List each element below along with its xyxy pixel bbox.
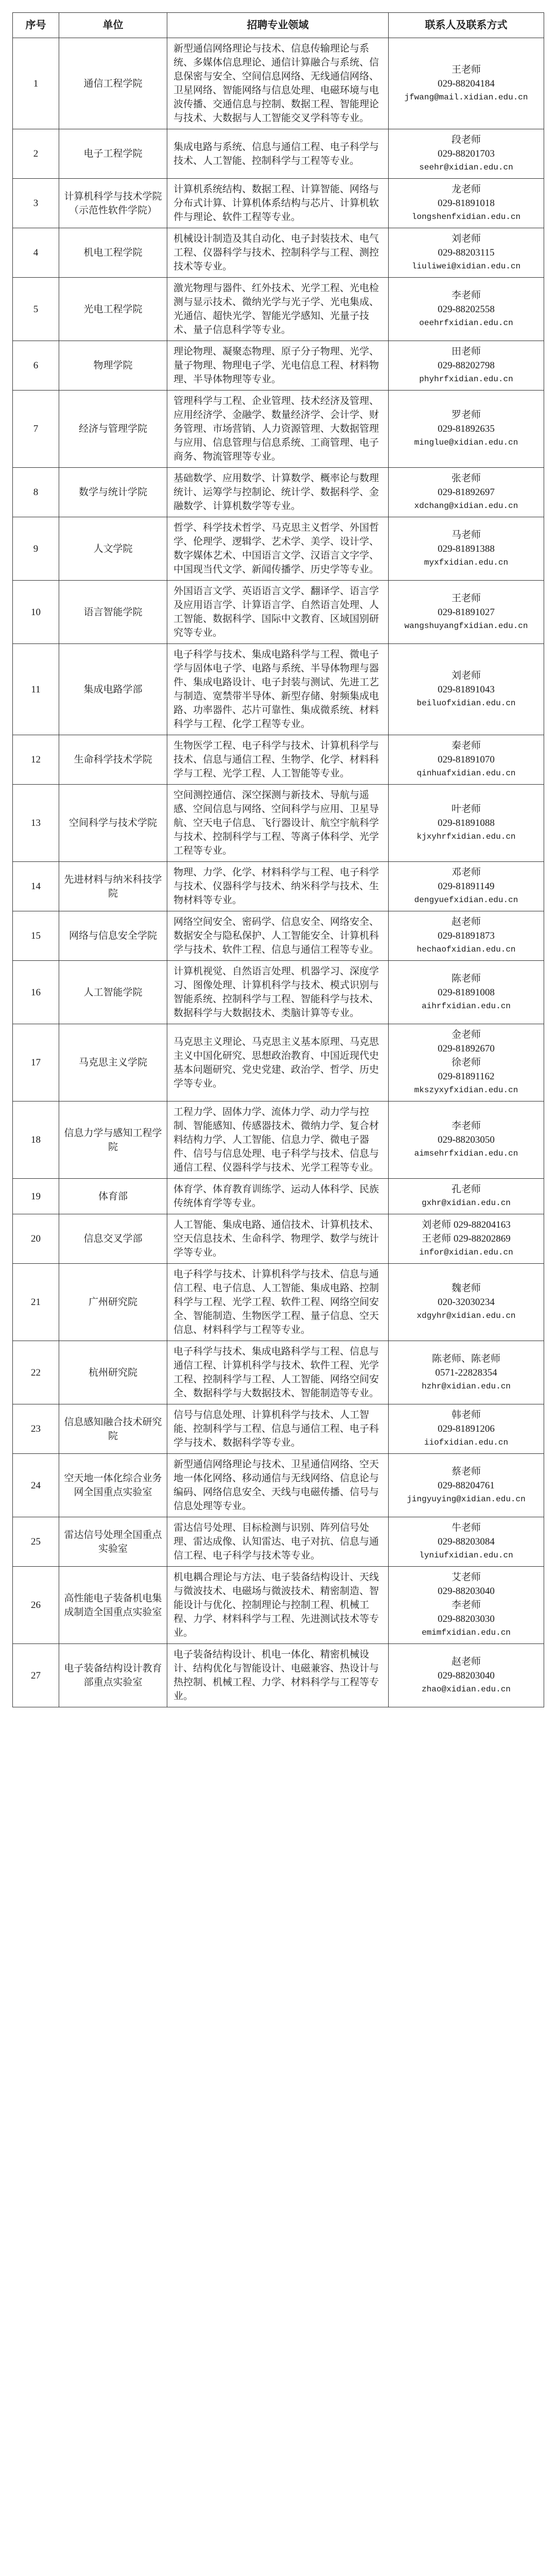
contact-info: 029-81891070 <box>438 754 495 765</box>
recruitment-field-cell: 电子科学与技术、计算机科学与技术、信息与通信工程、电子信息、人工智能、集成电路、控制科学与工程、光学工程、软件工程、网络空间安全、智能制造、生物医学工程、量子信息、空天信息、材料科学与工程等专业。 <box>167 1264 389 1341</box>
contact-info: 蔡老师 <box>451 1466 481 1477</box>
contact-info: 孔老师 <box>451 1184 481 1195</box>
recruitment-field-cell: 计算机系统结构、数据工程、计算智能、网络与分布式计算、计算机体系结构与芯片、计算机软件与理论、软件工程等专业。 <box>167 179 389 228</box>
contact-email[interactable]: seehr@xidian.edu.cn <box>419 163 513 172</box>
unit-name: 信息交叉学部 <box>83 1233 143 1244</box>
contact-info: 王老师 <box>451 592 481 604</box>
contact-cell <box>389 228 544 278</box>
unit-cell <box>59 735 167 785</box>
unit-name: 网络与信息安全学院 <box>68 930 157 941</box>
contact-info: 029-81891149 <box>438 881 495 892</box>
recruitment-field-cell: 基础数学、应用数学、计算数学、概率论与数理统计、运筹学与控制论、统计学、数据科学、金融数学、计算机数学等专业。 <box>167 468 389 517</box>
contact-info: 029-88204184 <box>438 78 495 89</box>
unit-name: 杭州研究院 <box>88 1367 137 1378</box>
recruitment-field-cell: 机械设计制造及其自动化、电子封装技术、电气工程、仪器科学与技术、控制科学与工程、测控技术等专业。 <box>167 228 389 278</box>
contact-email[interactable]: xdchang@xidian.edu.cn <box>414 501 518 511</box>
contact-info: 龙老师 <box>451 184 481 195</box>
unit-cell <box>59 1101 167 1179</box>
row-number: 21 <box>13 1264 59 1341</box>
row-number: 2 <box>13 129 59 179</box>
contact-email[interactable]: phyhrfxidian.edu.cn <box>419 375 513 384</box>
row-number: 26 <box>13 1567 59 1644</box>
table-row <box>13 1101 544 1179</box>
row-number: 17 <box>13 1024 59 1101</box>
table-row <box>13 1454 544 1517</box>
unit-cell <box>59 1567 167 1644</box>
unit-cell <box>59 1264 167 1341</box>
table-row <box>13 1644 544 1707</box>
table-row <box>13 38 544 129</box>
contact-email[interactable]: beiluofxidian.edu.cn <box>416 698 516 708</box>
contact-email[interactable]: kjxyhrfxidian.edu.cn <box>416 832 516 841</box>
contact-info: 029-88203040 <box>438 1670 495 1681</box>
contact-cell <box>389 1024 544 1101</box>
recruitment-field-cell: 外国语言文学、英语语言文学、翻译学、语言学及应用语言学、计算语言学、自然语言处理、人工智能、数据科学、国际中文教育、区域国别研究等专业。 <box>167 581 389 644</box>
recruitment-table <box>12 12 544 1707</box>
contact-info: 罗老师 <box>451 410 481 420</box>
unit-name: 先进材料与纳米科技学院 <box>64 874 162 899</box>
contact-info: 刘老师 <box>451 233 481 244</box>
row-number: 9 <box>13 517 59 581</box>
recruitment-field-cell: 激光物理与器件、红外技术、光学工程、光电检测与显示技术、微纳光学与光子学、光电集成、光通信、超快光学、智能光学感知、光量子技术、量子信息科学等专业。 <box>167 278 389 341</box>
row-number: 15 <box>13 911 59 961</box>
unit-name: 电子装备结构设计教育部重点实验室 <box>64 1663 162 1688</box>
unit-cell <box>59 581 167 644</box>
contact-email[interactable]: aihrfxidian.edu.cn <box>422 1001 511 1011</box>
unit-cell <box>59 1179 167 1214</box>
table-row <box>13 517 544 581</box>
recruitment-field-cell: 新型通信网络理论与技术、卫星通信网络、空天地一体化网络、移动通信与无线网络、信息论与编码、网络信息安全、天线与电磁传播、信号与信息处理等专业。 <box>167 1454 389 1517</box>
unit-cell <box>59 1404 167 1454</box>
contact-email[interactable]: oeehrfxidian.edu.cn <box>419 318 513 328</box>
contact-info: 牛老师 <box>451 1522 481 1533</box>
contact-cell <box>389 581 544 644</box>
contact-info: 029-81891873 <box>438 930 495 941</box>
row-number: 6 <box>13 341 59 391</box>
contact-cell <box>389 517 544 581</box>
unit-cell <box>59 1644 167 1707</box>
contact-email[interactable]: jfwang@mail.xidian.edu.cn <box>404 92 528 102</box>
recruitment-field-cell: 空间测控通信、深空探测与新技术、导航与遥感、空间信息与网络、空间科学与应用、卫星导航、空天电子信息、飞行器设计、航空宇航科学与技术、控制科学与工程、等离子体科学、光学工程等专业。 <box>167 785 389 862</box>
contact-info: 叶老师 <box>451 804 481 815</box>
contact-info: 029-81891088 <box>438 818 495 828</box>
table-row <box>13 735 544 785</box>
recruitment-field-cell: 体育学、体育教育训练学、运动人体科学、民族传统体育学等专业。 <box>167 1179 389 1214</box>
unit-cell <box>59 341 167 391</box>
contact-cell <box>389 735 544 785</box>
row-number: 23 <box>13 1404 59 1454</box>
contact-cell <box>389 1101 544 1179</box>
unit-cell <box>59 179 167 228</box>
contact-info: 029-81891008 <box>438 987 495 998</box>
contact-email[interactable]: gxhr@xidian.edu.cn <box>422 1198 511 1208</box>
table-row <box>13 581 544 644</box>
contact-info: 029-81892697 <box>438 487 495 498</box>
unit-name: （示范性软件学院） <box>68 205 157 216</box>
unit-cell <box>59 785 167 862</box>
recruitment-field-cell: 马克思主义理论、马克思主义基本原理、马克思主义中国化研究、思想政治教育、中国近现代史基本问题研究、党史党建、政治学、哲学、历史学等专业。 <box>167 1024 389 1101</box>
unit-name: 光电工程学院 <box>83 303 143 315</box>
unit-cell <box>59 228 167 278</box>
contact-cell <box>389 1179 544 1214</box>
unit-cell <box>59 517 167 581</box>
unit-name: 体育部 <box>98 1191 128 1202</box>
contact-info: 邓老师 <box>451 867 481 878</box>
contact-email[interactable]: iiofxidian.edu.cn <box>424 1438 509 1447</box>
contact-cell <box>389 911 544 961</box>
contact-info: 赵老师 <box>451 1656 481 1667</box>
row-number: 7 <box>13 391 59 468</box>
row-number: 24 <box>13 1454 59 1517</box>
table-row <box>13 1179 544 1214</box>
unit-name: 计算机科学与技术学院 <box>64 191 162 202</box>
contact-email[interactable]: minglue@xidian.edu.cn <box>414 438 518 447</box>
contact-email[interactable]: wangshuyangfxidian.edu.cn <box>404 621 528 631</box>
contact-info: 029-88202558 <box>438 303 495 315</box>
recruitment-field-cell: 新型通信网络理论与技术、信息传输理论与系统、多媒体信息理论、通信计算融合与系统、信息保密与安全、空间信息网络、无线通信网络、卫星网络、智能网络与信息处理、电磁环境与电波传播、交通信息与控制、数据工程、智能理论与技术、大数据与人工智能交叉学科等专业。 <box>167 38 389 129</box>
unit-cell <box>59 468 167 517</box>
table-row <box>13 1024 544 1101</box>
contact-cell <box>389 862 544 911</box>
recruitment-field-cell: 哲学、科学技术哲学、马克思主义哲学、外国哲学、伦理学、逻辑学、艺术学、美学、设计学、数字媒体艺术、中国语言文学、汉语言文字学、中国现当代文学、新闻传播学、历史学等专业。 <box>167 517 389 581</box>
contact-cell <box>389 468 544 517</box>
contact-email[interactable]: emimfxidian.edu.cn <box>422 1628 511 1637</box>
unit-name: 经济与管理学院 <box>78 423 147 434</box>
unit-name: 信息感知融合技术研究院 <box>64 1416 162 1442</box>
row-number: 3 <box>13 179 59 228</box>
table-row <box>13 961 544 1024</box>
unit-cell <box>59 1214 167 1264</box>
table-row <box>13 179 544 228</box>
table-row <box>13 1517 544 1567</box>
contact-email[interactable]: mkszyxyfxidian.edu.cn <box>414 1086 518 1095</box>
table-row <box>13 911 544 961</box>
row-number: 1 <box>13 38 59 129</box>
unit-cell <box>59 1454 167 1517</box>
unit-cell <box>59 278 167 341</box>
unit-cell <box>59 644 167 735</box>
contact-info: 王老师 029-88202869 <box>422 1233 511 1244</box>
contact-cell <box>389 129 544 179</box>
unit-cell <box>59 1517 167 1567</box>
unit-name: 通信工程学院 <box>83 78 143 89</box>
recruitment-field-cell: 理论物理、凝聚态物理、原子分子物理、光学、量子物理、物理电子学、光电信息工程、材料物理、半导体物理等专业。 <box>167 341 389 391</box>
table-row <box>13 129 544 179</box>
recruitment-field-cell: 物理、力学、化学、材料科学与工程、电子科学与技术、仪器科学与技术、纳米科学与技术、生物材料等专业。 <box>167 862 389 911</box>
recruitment-field-cell: 信号与信息处理、计算机科学与技术、人工智能、控制科学与工程、信息与通信工程、电子科学与技术、数据科学等专业。 <box>167 1404 389 1454</box>
contact-info: 029-88204761 <box>438 1480 495 1491</box>
recruitment-field-cell: 电子科学与技术、集成电路科学与工程、信息与通信工程、计算机科学与技术、软件工程、光学工程、控制科学与工程、人工智能、网络空间安全、数据科学与大数据技术、智能制造等专业。 <box>167 1341 389 1404</box>
contact-cell <box>389 391 544 468</box>
contact-info: 029-88203030 <box>438 1614 495 1624</box>
unit-name: 数学与统计学院 <box>78 487 147 498</box>
row-number: 20 <box>13 1214 59 1264</box>
contact-email[interactable]: hechaofxidian.edu.cn <box>416 945 516 954</box>
contact-info: 029-88203115 <box>438 247 495 258</box>
unit-name: 广州研究院 <box>88 1297 137 1308</box>
row-number: 19 <box>13 1179 59 1214</box>
unit-name: 雷达信号处理全国重点实验室 <box>64 1529 162 1554</box>
contact-email[interactable]: xdgyhr@xidian.edu.cn <box>416 1311 516 1320</box>
header-unit: 单位 <box>59 13 167 38</box>
contact-cell <box>389 785 544 862</box>
recruitment-field-cell: 计算机视觉、自然语言处理、机器学习、深度学习、图像处理、计算机科学与技术、模式识别与智能系统、控制科学与工程、智能科学与技术、数据科学与大数据技术、类脑计算等专业。 <box>167 961 389 1024</box>
contact-info: 李老师 <box>451 1121 481 1131</box>
row-number: 5 <box>13 278 59 341</box>
row-number: 18 <box>13 1101 59 1179</box>
unit-name: 信息力学与感知工程学院 <box>64 1127 162 1153</box>
row-number: 16 <box>13 961 59 1024</box>
contact-info: 秦老师 <box>451 740 481 751</box>
contact-info: 韩老师 <box>451 1410 481 1420</box>
contact-info: 029-81891388 <box>438 543 495 554</box>
row-number: 12 <box>13 735 59 785</box>
table-row <box>13 862 544 911</box>
unit-name: 空间科学与技术学院 <box>68 818 157 828</box>
recruitment-field-cell: 集成电路与系统、信息与通信工程、电子科学与技术、人工智能、控制科学与工程等专业。 <box>167 129 389 179</box>
unit-name: 空天地一体化综合业务网全国重点实验室 <box>64 1473 162 1498</box>
contact-info: 徐老师 <box>451 1057 481 1068</box>
row-number: 4 <box>13 228 59 278</box>
contact-cell <box>389 1454 544 1517</box>
unit-name: 集成电路学部 <box>83 684 143 695</box>
contact-email[interactable]: myxfxidian.edu.cn <box>424 557 509 567</box>
contact-info: 王老师 <box>451 64 481 75</box>
contact-email[interactable]: dengyuefxidian.edu.cn <box>414 895 518 905</box>
unit-name: 物理学院 <box>93 360 133 371</box>
header-no: 序号 <box>13 13 59 38</box>
recruitment-field-cell: 生物医学工程、电子科学与技术、计算机科学与技术、信息与通信工程、生物学、化学、材料科学与工程、光学工程、人工智能等专业。 <box>167 735 389 785</box>
contact-email[interactable]: infor@xidian.edu.cn <box>419 1248 513 1257</box>
contact-info: 李老师 <box>451 290 481 301</box>
contact-info: 020-32030234 <box>438 1297 495 1308</box>
contact-info: 029-81892635 <box>438 423 495 434</box>
contact-info: 李老师 <box>451 1600 481 1611</box>
row-number: 22 <box>13 1341 59 1404</box>
unit-name: 人文学院 <box>93 543 133 554</box>
contact-cell <box>389 1214 544 1264</box>
contact-info: 029-88203050 <box>438 1134 495 1145</box>
contact-email[interactable]: liuliwei@xidian.edu.cn <box>411 262 521 271</box>
contact-email[interactable]: jingyuying@xidian.edu.cn <box>407 1494 526 1504</box>
unit-cell <box>59 911 167 961</box>
contact-cell <box>389 341 544 391</box>
row-number: 14 <box>13 862 59 911</box>
table-header-row <box>13 13 544 38</box>
contact-info: 029-88202798 <box>438 360 495 371</box>
contact-info: 段老师 <box>451 134 481 145</box>
recruitment-field-cell: 管理科学与工程、企业管理、技术经济及管理、应用经济学、金融学、数量经济学、会计学、财务管理、市场营销、人力资源管理、大数据管理与应用、信息管理与信息系统、工商管理、电子商务、物流管理等专业。 <box>167 391 389 468</box>
contact-info: 马老师 <box>451 529 481 540</box>
contact-email[interactable]: lyniufxidian.edu.cn <box>419 1551 513 1560</box>
recruitment-field-cell: 人工智能、集成电路、通信技术、计算机技术、空天信息技术、生命科学、物理学、数学与统计学等专业。 <box>167 1214 389 1264</box>
row-number: 13 <box>13 785 59 862</box>
contact-info: 魏老师 <box>451 1283 481 1294</box>
contact-info: 029-88203084 <box>438 1536 495 1547</box>
contact-cell <box>389 179 544 228</box>
contact-info: 田老师 <box>451 346 481 357</box>
contact-info: 029-81891018 <box>438 198 495 209</box>
row-number: 8 <box>13 468 59 517</box>
row-number: 10 <box>13 581 59 644</box>
contact-cell <box>389 644 544 735</box>
unit-cell <box>59 38 167 129</box>
table-row <box>13 278 544 341</box>
table-row <box>13 391 544 468</box>
row-number: 11 <box>13 644 59 735</box>
contact-info: 029-81891206 <box>438 1423 495 1434</box>
unit-name: 机电工程学院 <box>83 247 143 258</box>
table-row <box>13 1341 544 1404</box>
table-row <box>13 468 544 517</box>
contact-cell <box>389 278 544 341</box>
contact-info: 029-88203040 <box>438 1586 495 1597</box>
header-field: 招聘专业领域 <box>167 13 389 38</box>
contact-cell <box>389 1517 544 1567</box>
contact-cell <box>389 1341 544 1404</box>
table-row <box>13 341 544 391</box>
contact-info: 艾老师 <box>451 1572 481 1583</box>
recruitment-field-cell: 机电耦合理论与方法、电子装备结构设计、天线与微波技术、电磁场与微波技术、精密制造、智能设计与优化、控制理论与控制工程、机械工程、力学、材料科学与工程、先进测试技术等专业。 <box>167 1567 389 1644</box>
table-row <box>13 1404 544 1454</box>
table-body <box>13 38 544 1707</box>
contact-info: 029-88201703 <box>438 148 495 159</box>
contact-info: 陈老师、陈老师 <box>431 1353 500 1364</box>
unit-name: 语言智能学院 <box>83 606 143 618</box>
table-row <box>13 644 544 735</box>
contact-info: 赵老师 <box>451 917 481 927</box>
contact-cell <box>389 38 544 129</box>
contact-email[interactable]: qinhuafxidian.edu.cn <box>416 769 516 778</box>
contact-info: 刘老师 <box>451 670 481 681</box>
contact-info: 029-81892670 <box>438 1043 495 1054</box>
unit-cell <box>59 862 167 911</box>
contact-email[interactable]: hzhr@xidian.edu.cn <box>422 1381 511 1391</box>
contact-email[interactable]: aimsehrfxidian.edu.cn <box>414 1149 518 1158</box>
recruitment-field-cell: 电子科学与技术、集成电路科学与工程、微电子学与固体电子学、电路与系统、半导体物理与器件、集成电路设计、电子封装与测试、先进工艺与制造、宽禁带半导体、新型存储、射频集成电路、功率器件、芯片可靠性、集成微系统、材料科学与工程、化学工程等专业。 <box>167 644 389 735</box>
unit-name: 生命科学技术学院 <box>74 754 152 765</box>
recruitment-field-cell: 电子装备结构设计、机电一体化、精密机械设计、结构优化与智能设计、电磁兼容、热设计与热控制、机械工程、力学、材料科学与工程等专业。 <box>167 1644 389 1707</box>
contact-info: 029-81891162 <box>438 1071 495 1082</box>
contact-info: 029-81891043 <box>438 684 495 695</box>
unit-name: 高性能电子装备机电集成制造全国重点实验室 <box>64 1592 162 1618</box>
contact-cell <box>389 1567 544 1644</box>
contact-info: 刘老师 029-88204163 <box>422 1219 511 1230</box>
recruitment-field-cell: 网络空间安全、密码学、信息安全、网络安全、数据安全与隐私保护、人工智能安全、计算机科学与技术、软件工程、信息与通信工程等专业。 <box>167 911 389 961</box>
contact-cell <box>389 1264 544 1341</box>
table-row <box>13 228 544 278</box>
contact-email[interactable]: zhao@xidian.edu.cn <box>422 1684 511 1694</box>
unit-name: 电子工程学院 <box>83 148 143 159</box>
row-number: 27 <box>13 1644 59 1707</box>
contact-info: 金老师 <box>451 1029 481 1040</box>
header-contact: 联系人及联系方式 <box>389 13 544 38</box>
contact-cell <box>389 1404 544 1454</box>
contact-info: 陈老师 <box>451 973 481 984</box>
unit-cell <box>59 129 167 179</box>
table-row <box>13 1214 544 1264</box>
unit-cell <box>59 1024 167 1101</box>
table-row <box>13 1567 544 1644</box>
recruitment-field-cell: 工程力学、固体力学、流体力学、动力学与控制、智能感知、传感器技术、微纳力学、复合材料结构力学、人工智能、信息力学、微电子器件、信号与信息处理、电子科学与技术、信息与通信工程、仪器科学与技术、光学工程等专业。 <box>167 1101 389 1179</box>
contact-cell <box>389 1644 544 1707</box>
recruitment-field-cell: 雷达信号处理、目标检测与识别、阵列信号处理、雷达成像、认知雷达、电子对抗、信息与通信工程、电子科学与技术等专业。 <box>167 1517 389 1567</box>
unit-name: 马克思主义学院 <box>78 1057 147 1068</box>
unit-cell <box>59 1341 167 1404</box>
unit-cell <box>59 391 167 468</box>
row-number: 25 <box>13 1517 59 1567</box>
contact-email[interactable]: longshenfxidian.edu.cn <box>411 212 521 222</box>
contact-info: 029-81891027 <box>438 606 495 618</box>
table-row <box>13 785 544 862</box>
unit-cell <box>59 961 167 1024</box>
contact-cell <box>389 961 544 1024</box>
contact-info: 张老师 <box>451 473 481 484</box>
contact-info: 0571-22828354 <box>435 1367 497 1378</box>
table-row <box>13 1264 544 1341</box>
unit-name: 人工智能学院 <box>83 987 143 998</box>
